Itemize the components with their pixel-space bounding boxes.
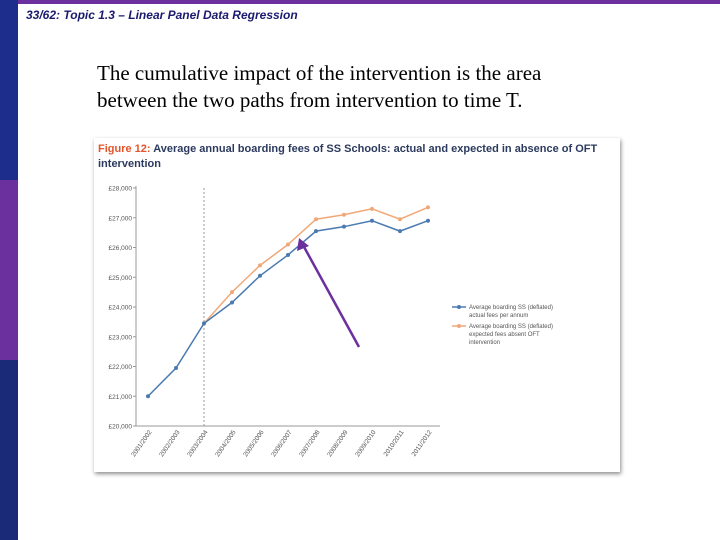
data-point-actual — [398, 229, 402, 233]
legend-label: Average boarding SS (deflated) — [469, 305, 553, 311]
data-point-expected — [230, 290, 234, 294]
legend-swatch-marker — [457, 305, 461, 309]
legend-label: actual fees per annum — [469, 313, 529, 319]
data-point-expected — [286, 243, 290, 247]
x-tick-label: 2011/2012 — [410, 429, 434, 458]
x-tick-label: 2003/2004 — [186, 429, 210, 459]
data-point-expected — [258, 263, 262, 267]
data-point-actual — [314, 229, 318, 233]
y-tick-label: £28,000 — [108, 185, 132, 193]
y-tick-label: £23,000 — [108, 334, 132, 342]
legend-swatch-marker — [457, 324, 461, 328]
chart-annotation — [297, 238, 359, 347]
x-tick-label: 2009/2010 — [354, 429, 378, 459]
series-line-expected — [204, 207, 428, 323]
data-point-actual — [286, 253, 290, 257]
annotation-arrow-head — [297, 238, 309, 251]
x-tick-label: 2002/2003 — [158, 429, 182, 459]
caption-line-2: between the two paths from intervention to time T. — [97, 88, 523, 112]
data-point-expected — [314, 217, 318, 221]
x-tick-label: 2005/2006 — [242, 429, 266, 459]
x-tick-label: 2006/2007 — [270, 429, 294, 459]
chart-axes — [136, 186, 440, 426]
data-point-actual — [370, 219, 374, 223]
data-point-actual — [426, 219, 430, 223]
legend-label: Average boarding SS (deflated) — [469, 324, 553, 330]
chart-ticks — [109, 186, 434, 459]
annotation-arrow-shaft — [303, 245, 359, 347]
x-tick-label: 2007/2008 — [298, 429, 322, 459]
legend-label: intervention — [469, 340, 501, 346]
data-point-expected — [342, 213, 346, 217]
data-point-expected — [370, 207, 374, 211]
chart-legend — [452, 305, 553, 346]
chart-series — [146, 205, 430, 398]
data-point-actual — [202, 321, 206, 325]
y-tick-label: £26,000 — [108, 245, 132, 252]
x-tick-label: 2010/2011 — [382, 429, 406, 458]
y-tick-label: £24,000 — [108, 304, 132, 312]
data-point-actual — [146, 394, 150, 398]
data-point-actual — [258, 274, 262, 278]
slide-header: 33/62: Topic 1.3 – Linear Panel Data Regression — [26, 8, 298, 22]
legend-label: expected fees absent OFT — [469, 332, 540, 338]
y-tick-label: £21,000 — [108, 393, 132, 401]
caption-line-1: The cumulative impact of the intervention is the area — [97, 61, 542, 85]
y-tick-label: £20,000 — [108, 423, 132, 431]
data-point-expected — [398, 217, 402, 221]
y-tick-label: £22,000 — [108, 364, 132, 371]
data-point-actual — [230, 301, 234, 305]
figure-title-lead: Figure 12: — [98, 143, 151, 155]
data-point-actual — [342, 225, 346, 229]
y-tick-label: £25,000 — [108, 274, 132, 282]
x-tick-label: 2001/2002 — [130, 429, 154, 459]
figure-title-text: Average annual boarding fees of SS Schools: actual and expected in absence of OFT intervention — [98, 143, 598, 170]
y-tick-label: £27,000 — [108, 215, 132, 223]
data-point-expected — [426, 205, 430, 209]
data-point-actual — [174, 366, 178, 370]
x-tick-label: 2004/2005 — [214, 429, 238, 459]
x-tick-label: 2008/2009 — [326, 429, 350, 459]
series-line-actual — [148, 221, 428, 397]
